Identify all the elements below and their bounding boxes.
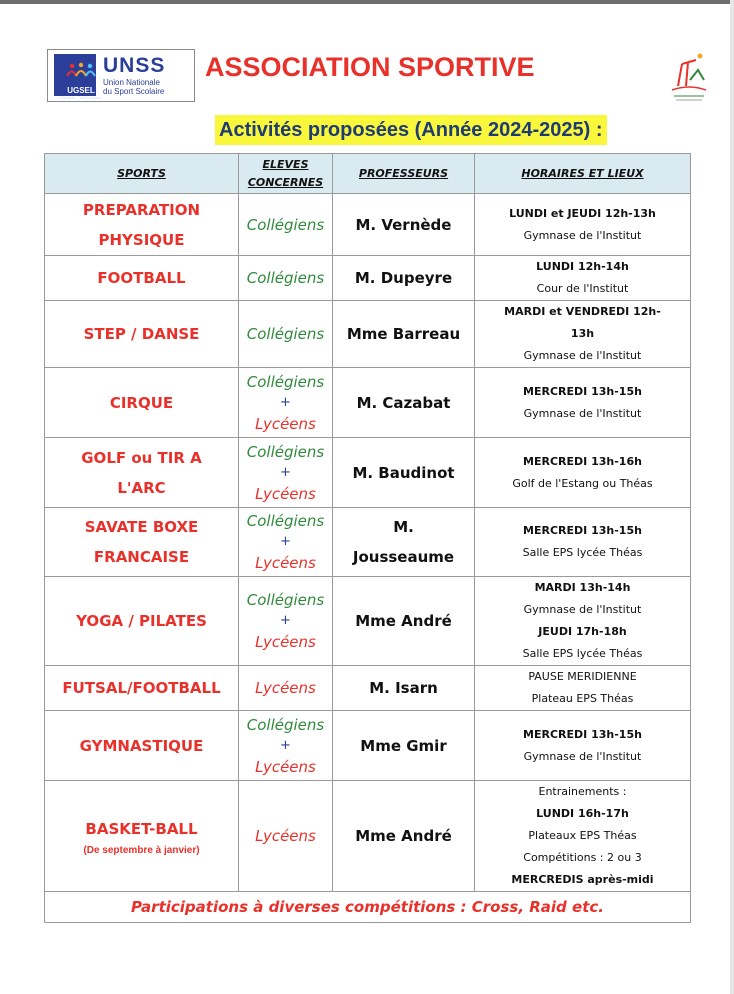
header-eleves: ELEVES CONCERNES [239,154,333,194]
lyceens-label: Lycéens [255,633,316,651]
horaire-time-line: MERCREDI 13h-15h [523,384,642,398]
professeur-cell [333,256,475,301]
collegiens-label: Collégiens [246,215,325,234]
table-header-row [45,154,691,194]
page-title: ASSOCIATION SPORTIVE [205,52,535,82]
horaire-time-line: LUNDI et JEUDI 12h-13h [509,206,656,220]
sport-cell [45,666,239,711]
sport-name-line: GOLF ou TIR A [81,448,202,467]
horaires-cell [475,577,691,666]
horaires-cell [475,781,691,892]
sport-name-line: FOOTBALL [97,269,186,287]
collegiens-label: Collégiens [246,591,325,609]
eleves-cell [239,711,333,781]
lyceens-label: Lycéens [255,757,316,776]
sport-name-line: GYMNASTIQUE [79,736,204,755]
page-subtitle: Activités proposées (Année 2024-2025) : [215,115,607,145]
sport-name-line: BASKET-BALL [85,820,198,838]
professeur-name-line: M. Dupeyre [354,269,453,287]
collegiens-label: Collégiens [246,325,325,343]
collegiens-label: Collégiens [246,372,325,391]
professeur-name-line: Jousseaume [352,548,455,566]
horaires-cell [475,368,691,438]
table-row [45,781,691,892]
professeur-cell [333,438,475,508]
sport-cell [45,781,239,892]
professeur-name-line: M. [393,518,414,536]
table-row [45,301,691,368]
horaire-time-line: MERCREDI 13h-15h [523,727,642,741]
ugsel-name: UGSEL [67,86,95,95]
horaire-place-line: Gymnase de l'Institut [523,603,642,616]
eleves-cell [239,577,333,666]
header-professeurs: PROFESSEURS [333,154,475,194]
professeur-name-line: Mme Barreau [346,325,461,343]
eleves-cell [239,194,333,256]
table-row [45,508,691,577]
table-row [45,711,691,781]
table-row [45,194,691,256]
horaire-place-line: Gymnase de l'Institut [523,349,642,362]
collegiens-label: Collégiens [246,269,325,287]
footer-row [45,892,691,923]
horaire-time-line: 13h [570,327,595,340]
horaire-time-line: MERCREDI 13h-15h [523,524,642,537]
eleves-cell [239,368,333,438]
professeur-name-line: M. Vernède [355,215,452,234]
table-row [45,577,691,666]
eleves-cell [239,508,333,577]
professeur-cell [333,666,475,711]
horaires-cell [475,508,691,577]
sport-cell [45,194,239,256]
professeur-name-line: M. Isarn [369,679,438,697]
horaires-cell [475,711,691,781]
horaire-place-line: Salle EPS lycée Théas [522,647,643,660]
lyceens-label: Lycéens [255,414,316,433]
collegiens-label: Collégiens [246,442,325,461]
professeur-cell [333,781,475,892]
professeur-name-line: M. Baudinot [352,463,455,482]
horaire-time-line: JEUDI 17h-18h [538,625,627,638]
eleves-cell [239,438,333,508]
activities-table [44,153,691,923]
sport-name-line: FRANCAISE [93,548,190,566]
horaire-place-line: Plateaux EPS Théas [528,829,637,842]
professeur-cell [333,711,475,781]
horaires-cell [475,301,691,368]
sport-name-line: SAVATE BOXE [84,518,199,536]
lyceens-label: Lycéens [255,827,316,845]
competitions-note: Participations à diverses compétitions : Cross, Raid etc. [45,892,691,923]
sport-cell [45,368,239,438]
collegiens-label: Collégiens [246,512,325,530]
unss-logo [47,49,195,105]
sport-name-line: FUTSAL/FOOTBALL [62,679,221,697]
ugsel-logo-icon [54,54,102,105]
horaire-place-line: Gymnase de l'Institut [523,228,642,242]
horaire-place-line: Salle EPS lycée Théas [522,546,643,559]
eleves-cell [239,781,333,892]
sport-cell [45,711,239,781]
lyceens-label: Lycéens [255,679,316,697]
sport-name-line: PREPARATION [82,200,201,219]
sport-name-line: STEP / DANSE [83,325,200,343]
horaires-cell [475,438,691,508]
plus-sign: + [280,534,291,549]
professeur-name-line: Mme Gmir [360,736,447,755]
horaire-time-line: LUNDI 12h-14h [536,260,629,273]
horaire-time-line: MARDI 13h-14h [534,581,631,594]
lyceens-label: Lycéens [255,554,316,572]
ugsel-tagline: Éduquer... tout un sport ! [60,95,102,105]
sport-cell [45,508,239,577]
horaire-place-line: Golf de l'Estang ou Théas [512,476,653,490]
professeur-cell [333,508,475,577]
horaire-place-line: Plateau EPS Théas [531,692,634,705]
sport-cell [45,577,239,666]
professeur-cell [333,368,475,438]
sport-cell [45,256,239,301]
sport-period-note: (De septembre à janvier) [83,845,200,856]
table-row [45,368,691,438]
header-horaires: HORAIRES ET LIEUX [475,154,691,194]
horaires-cell [475,666,691,711]
horaire-time-line: LUNDI 16h-17h [536,807,629,820]
eleves-cell [239,256,333,301]
horaire-place-line: Entrainements : [538,785,627,798]
horaire-time-line: MERCREDIS après-midi [511,873,654,886]
professeur-cell [333,577,475,666]
professeur-cell [333,194,475,256]
eleves-cell [239,666,333,711]
professeur-name-line: Mme André [355,827,452,845]
professeur-name-line: M. Cazabat [356,393,451,412]
right-edge [730,0,734,994]
eleves-cell [239,301,333,368]
professeur-cell [333,301,475,368]
table-row [45,666,691,711]
plus-sign: + [280,394,291,410]
unss-name: UNSS [103,54,166,77]
horaire-place-line: PAUSE MERIDIENNE [528,670,637,683]
horaire-place-line: Gymnase de l'Institut [523,406,642,420]
collegiens-label: Collégiens [246,715,325,734]
plus-sign: + [280,737,291,753]
header-sports: SPORTS [45,154,239,194]
horaire-place-line: Compétitions : 2 ou 3 [523,851,642,864]
sport-name-line: YOGA / PILATES [76,612,207,630]
table-row [45,438,691,508]
horaire-time-line: MERCREDI 13h-16h [523,454,642,468]
sport-cell [45,438,239,508]
horaire-time-line: MARDI et VENDREDI 12h- [504,305,661,318]
sport-cell [45,301,239,368]
lyceens-label: Lycéens [255,484,316,503]
sport-name-line: CIRQUE [109,393,174,412]
table-row [45,256,691,301]
institut-logo-icon [668,50,710,104]
horaires-cell [475,256,691,301]
ugsel-figures-icon [62,62,100,78]
horaires-cell [475,194,691,256]
sport-name-line: L'ARC [117,478,166,497]
horaire-place-line: Cour de l'Institut [536,282,629,295]
professeur-name-line: Mme André [355,612,452,630]
sport-name-line: PHYSIQUE [98,230,185,249]
horaire-place-line: Gymnase de l'Institut [523,749,642,763]
unss-subtitle: Union Nationale du Sport Scolaire [103,78,165,96]
plus-sign: + [280,613,291,628]
plus-sign: + [280,464,291,480]
top-border [0,0,734,4]
